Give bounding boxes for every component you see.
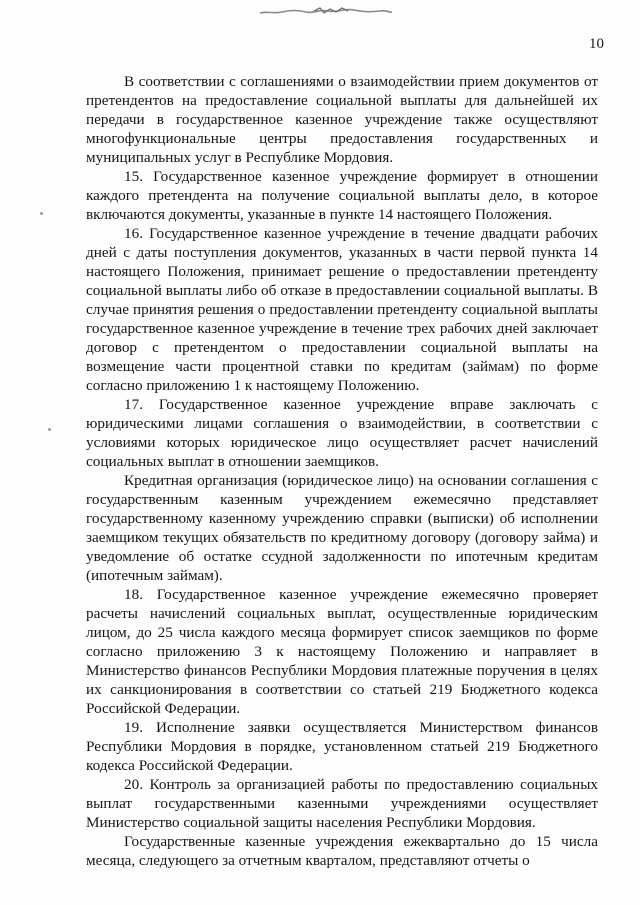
paragraph-18: 18. Государственное казенное учреждение ежемесячно проверяет расчеты начислений социальных выплат, осуществленные юридическим лицом, до 25 числа каждого месяца формирует список заемщиков по форме согласно приложению 3 к настоящему Положению и направляет в Министерство финансов Республики Мордовия платежные поручения в целях их санкционирования в соответствии со статьей 219 Бюджетного кодекса Российской Федерации. bbox=[86, 586, 598, 717]
paragraph-20: 20. Контроль за организацией работы по предоставлению социальных выплат государственными казенными учреждениями осуществляет Министерство социальной защиты населения Республики Мордовия. bbox=[86, 776, 598, 831]
paragraph: Государственные казенные учреждения ежеквартально до 15 числа месяца, следующего за отчетным кварталом, представляют отчеты о bbox=[86, 833, 598, 869]
document-body bbox=[86, 72, 598, 870]
paragraph-15: 15. Государственное казенное учреждение формирует в отношении каждого претендента на получение социальной выплаты дело, в которое включаются документы, указанные в пункте 14 настоящего Положения. bbox=[86, 168, 598, 223]
paragraph-17: 17. Государственное казенное учреждение вправе заключать с юридическими лицами соглашения о взаимодействии, в соответствии с условиями которых юридическое лицо осуществляет расчет начислений социальных выплат в отношении заемщиков. bbox=[86, 396, 598, 470]
margin-mark bbox=[48, 428, 51, 431]
paragraph: В соответствии с соглашениями о взаимодействии прием документов от претендентов на предоставление социальной выплаты для дальнейшей их передачи в государственное казенное учреждение также осуществляют многофункциональные центры предоставления государственных и муниципальных услуг в Республике Мордовия. bbox=[86, 73, 598, 166]
paragraph-16: 16. Государственное казенное учреждение в течение двадцати рабочих дней с даты поступления документов, указанных в части первой пункта 14 настоящего Положения, принимает решение о предоставлении претенденту социальной выплаты либо об отказе в предоставлении социальной выплаты. В случае принятия решения о предоставлении претенденту социальной выплаты государственное казенное учреждение в течение трех рабочих дней заключает договор с претендентом о предоставлении социальной выплаты на возмещение части процентной ставки по кредитам (займам) по форме согласно приложению 1 к настоящему Положению. bbox=[86, 225, 598, 394]
margin-mark bbox=[40, 212, 43, 215]
page-number: 10 bbox=[589, 36, 604, 52]
scan-artifact-mark bbox=[258, 6, 394, 16]
paragraph: Кредитная организация (юридическое лицо) на основании соглашения с государственным казенным учреждением ежемесячно представляет государственному казенному учреждению справки (выписки) об исполнении заемщиком текущих обязательств по кредитному договору (договору займа) и уведомление об остатке ссудной задолженности по ипотечным кредитам (ипотечным займам). bbox=[86, 472, 598, 584]
paragraph-19: 19. Исполнение заявки осуществляется Министерством финансов Республики Мордовия в порядке, установленном статьей 219 Бюджетного кодекса Российской Федерации. bbox=[86, 719, 598, 774]
